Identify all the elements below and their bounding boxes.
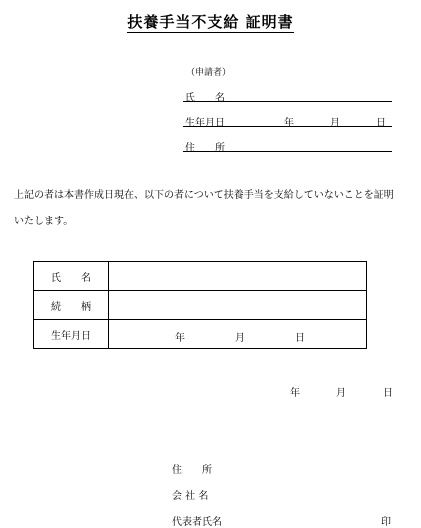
applicant-birth-month: 月 [330, 118, 340, 129]
company-rep-label: 代表者氏名 [172, 517, 222, 528]
table-value-relation [109, 291, 367, 320]
applicant-name-label: 氏 名 [185, 93, 225, 104]
company-name-label: 会 社 名 [172, 491, 209, 502]
table-row [34, 262, 367, 291]
dependent-info-table [33, 261, 367, 349]
applicant-birth-line [183, 126, 392, 127]
table-birth-year: 年 [175, 333, 185, 344]
statement-line-2: いたします。 [14, 216, 74, 227]
company-seal: 印 [381, 517, 391, 528]
applicant-name-line [183, 101, 392, 102]
document-title: 扶養手当不支給 証明書 [127, 13, 294, 31]
table-value-birth [109, 320, 367, 349]
applicant-address-label: 住 所 [185, 143, 225, 154]
table-birth-day: 日 [295, 333, 305, 344]
statement-line-1: 上記の者は本書作成日現在、以下の者について扶養手当を支給していないことを証明 [14, 190, 394, 201]
table-label-relation: 続 柄 [34, 291, 109, 320]
date-month: 月 [336, 388, 346, 399]
table-value-name [109, 262, 367, 291]
date-year: 年 [290, 388, 300, 399]
table-row [34, 291, 367, 320]
applicant-birth-day: 日 [376, 118, 386, 129]
table-row [34, 320, 367, 349]
applicant-address-line [183, 151, 392, 152]
table-label-birth: 生年月日 [34, 320, 109, 349]
date-day: 日 [383, 388, 393, 399]
table-label-name: 氏 名 [34, 262, 109, 291]
applicant-heading: （申請者） [186, 68, 232, 78]
company-address-label: 住 所 [172, 465, 212, 476]
applicant-birth-label: 生年月日 [185, 118, 225, 129]
applicant-birth-year: 年 [284, 118, 294, 129]
table-birth-month: 月 [235, 333, 245, 344]
